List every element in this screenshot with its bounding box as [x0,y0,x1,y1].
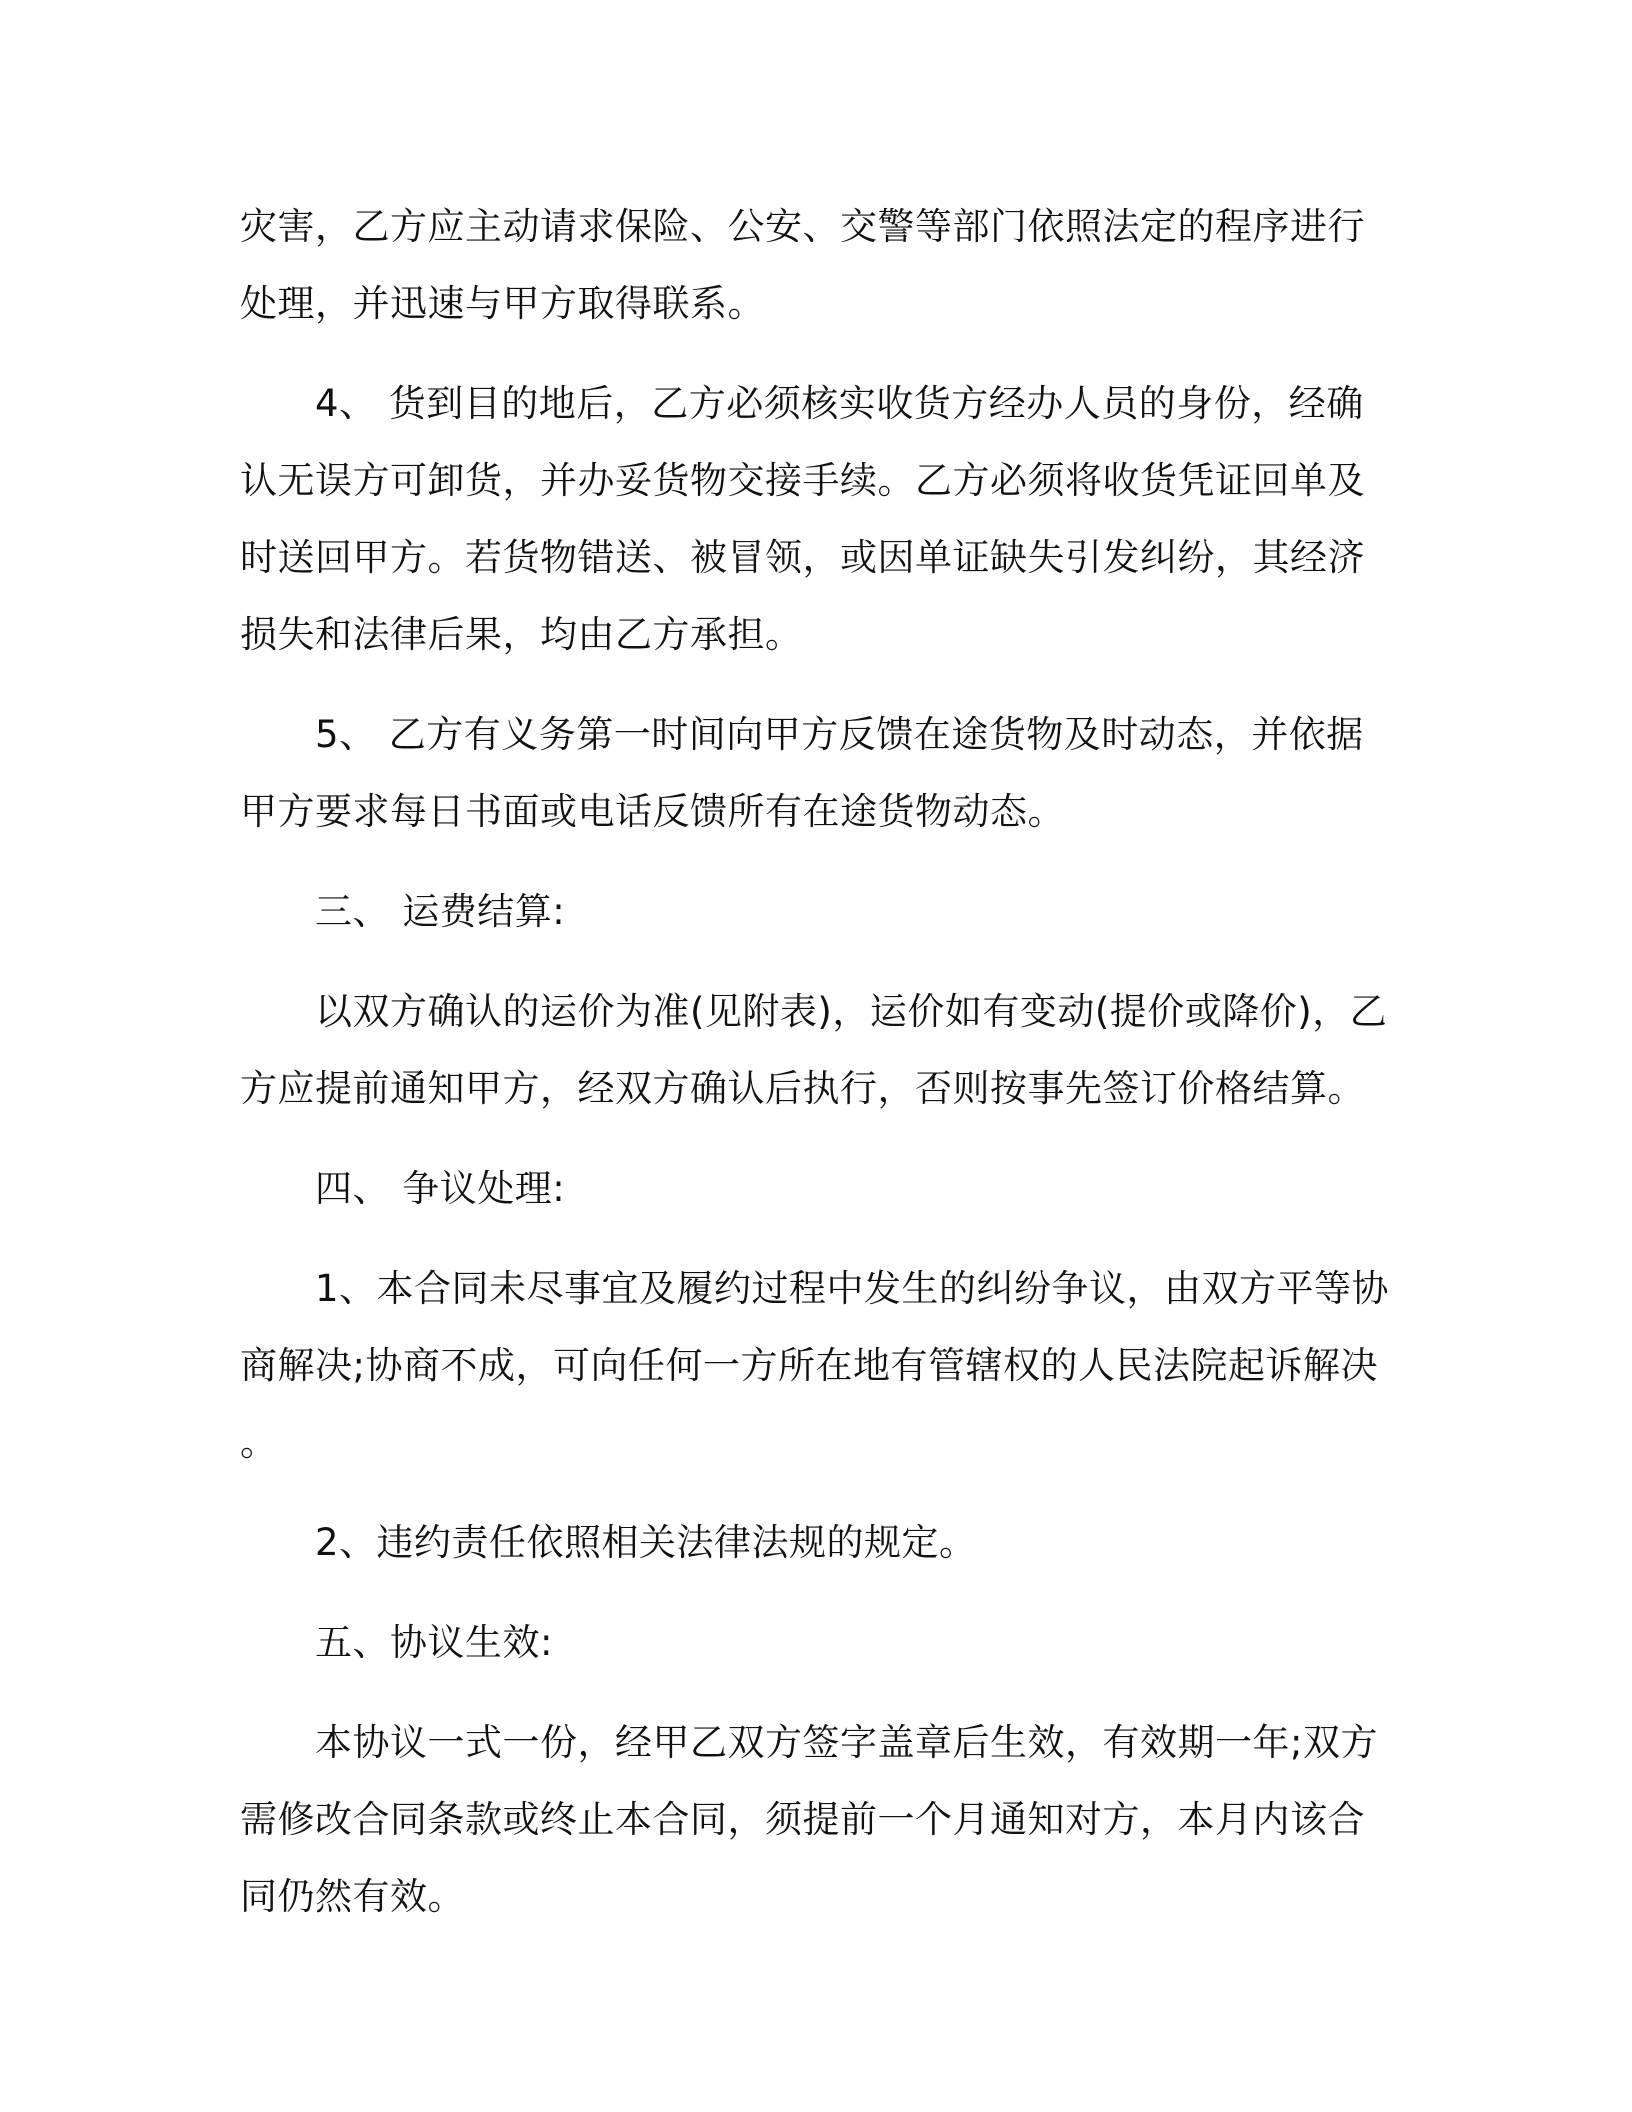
document-body [240,188,1390,1935]
paragraph-disaster-handling: 灾害，乙方应主动请求保险、公安、交警等部门依照法定的程序进行处理，并迅速与甲方取得联系。 [240,205,1365,325]
section-heading-dispute-resolution: 四、 争议处理: [315,1167,566,1210]
clause-4-delivery: 4、 货到目的地后，乙方必须核实收货方经办人员的身份，经确认无误方可卸货，并办妥货物交接手续。乙方必须将收货凭证回单及时送回甲方。若货物错送、被冒领，或因单证缺失引发纠纷，其经济损失和法律后果，均由乙方承担。 [240,382,1365,656]
section-heading-agreement-effect: 五、协议生效: [315,1621,553,1664]
clause-5-feedback: 5、 乙方有义务第一时间向甲方反馈在途货物及时动态，并依据甲方要求每日书面或电话反馈所有在途货物动态。 [240,713,1364,833]
clause-2-liability: 2、违约责任依照相关法律法规的规定。 [315,1521,977,1564]
clause-1-dispute: 1、本合同未尽事宜及履约过程中发生的纠纷争议，由双方平等协商解决;协商不成，可向任何一方所在地有管辖权的人民法院起诉解决。 [240,1267,1390,1464]
paragraph-agreement-effect: 本协议一式一份，经甲乙双方签字盖章后生效，有效期一年;双方需修改合同条款或终止本合同，须提前一个月通知对方，本月内该合同仍然有效。 [240,1721,1378,1918]
paragraph-freight-settlement: 以双方确认的运价为准(见附表)，运价如有变动(提价或降价)，乙方应提前通知甲方，经双方确认后执行，否则按事先签订价格结算。 [240,990,1388,1110]
section-heading-freight-settlement: 三、 运费结算: [315,890,566,933]
